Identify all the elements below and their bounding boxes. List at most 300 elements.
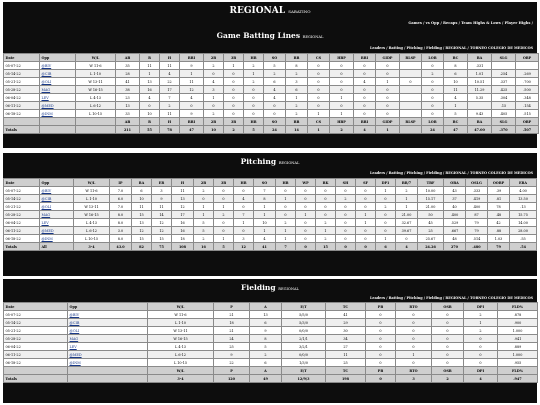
table-cell: L 10-15 <box>76 110 116 118</box>
column-header-repeat: RLSP <box>400 118 422 126</box>
column-header[interactable]: W/L <box>76 54 116 62</box>
table-cell <box>68 335 148 343</box>
column-header[interactable]: LOB <box>422 54 444 62</box>
totals-cell: 12 <box>234 243 254 251</box>
column-header-repeat: RTO <box>396 367 432 375</box>
table-cell: 25 <box>418 227 444 235</box>
table-cell: 10.00 <box>418 187 444 195</box>
table-cell: 5 <box>194 219 214 227</box>
column-header[interactable]: BB <box>286 54 308 62</box>
table-cell: 1 <box>356 211 376 219</box>
table-cell: 0 <box>432 343 464 351</box>
opponent-link[interactable]: @INM <box>69 360 81 365</box>
table-cell: 2 <box>376 203 396 211</box>
column-header[interactable]: Date <box>4 54 40 62</box>
table-cell: 0 <box>422 78 444 86</box>
table-cell: 0 <box>276 211 296 219</box>
table-cell: 6.0 <box>110 195 132 203</box>
table-cell: 0 <box>354 110 376 118</box>
totals-cell: .54 <box>510 243 537 251</box>
column-header[interactable]: RLSP <box>400 54 422 62</box>
table-cell: 7.0 <box>110 203 132 211</box>
table-cell: 0 <box>264 102 286 110</box>
table-cell: 2 <box>464 327 498 335</box>
column-header[interactable]: SLG <box>492 54 516 62</box>
table-cell: 06-04-22 <box>4 343 68 351</box>
table-cell: 0 <box>296 187 316 195</box>
column-header[interactable]: Opp <box>40 54 76 62</box>
totals-cell: 49 <box>250 375 282 383</box>
table-cell <box>400 102 422 110</box>
table-cell: 0 <box>336 187 356 195</box>
table-cell: 1 <box>204 94 224 102</box>
column-header[interactable]: TC <box>326 303 366 311</box>
table-cell: 0 <box>376 219 396 227</box>
table-cell: .405 <box>492 110 516 118</box>
column-header[interactable]: OOBP <box>488 179 510 187</box>
column-header[interactable]: SH <box>336 179 356 187</box>
column-header[interactable]: TBF <box>418 179 444 187</box>
opponent-link[interactable]: @BIV <box>41 188 52 193</box>
table-cell: 0 <box>366 327 396 335</box>
table-cell <box>400 70 422 78</box>
column-header[interactable]: SO <box>254 179 276 187</box>
opponent-link[interactable]: @MED <box>41 228 54 233</box>
totals-cell: 1 <box>376 126 400 134</box>
column-header[interactable]: OBA <box>444 179 466 187</box>
column-header-repeat: R <box>140 118 160 126</box>
totals-cell: 16 <box>194 243 214 251</box>
table-cell: 06-18-22 <box>4 359 68 367</box>
table-cell: .667 <box>444 227 466 235</box>
table-row <box>4 311 538 319</box>
table-cell: 5 <box>444 110 468 118</box>
table-cell: 12 <box>132 227 152 235</box>
table-cell: 0 <box>400 78 422 86</box>
column-header-repeat: TC <box>326 367 366 375</box>
column-header[interactable]: OBP <box>516 54 539 62</box>
table-cell: 1 <box>296 211 316 219</box>
opponent-link[interactable]: @CIB <box>41 196 52 201</box>
table-cell: 39.67 <box>396 227 418 235</box>
table-cell: .419 <box>466 195 488 203</box>
table-cell: 11 <box>160 62 180 70</box>
table-cell: .48 <box>488 211 510 219</box>
table-cell <box>40 187 74 195</box>
opponent-link[interactable]: @BIV <box>41 63 52 68</box>
table-cell: 2 <box>160 102 180 110</box>
column-header[interactable]: H <box>172 179 194 187</box>
column-header[interactable]: IP <box>110 179 132 187</box>
table-cell: 0 <box>366 311 396 319</box>
table-cell: 2 <box>194 235 214 243</box>
column-header-repeat <box>4 118 40 126</box>
column-header[interactable]: A <box>250 303 282 311</box>
table-cell: 4 <box>264 86 286 94</box>
table-cell: .337 <box>492 78 516 86</box>
table-cell: 15 <box>132 211 152 219</box>
header-repeat-row <box>4 367 538 375</box>
table-cell: 11 <box>160 110 180 118</box>
table-cell: 8 <box>286 62 308 70</box>
table-cell: 05-28-22 <box>4 335 68 343</box>
column-header-repeat: BA <box>468 118 492 126</box>
column-header[interactable]: R <box>140 54 160 62</box>
table-cell: 0 <box>308 86 330 94</box>
column-header[interactable]: 2B <box>194 179 214 187</box>
table-cell: 14 <box>152 211 172 219</box>
table-cell: 1 <box>330 110 354 118</box>
top-links[interactable]: Games / vs Opp / Recaps / Team Highs & Lows / Player Highs / <box>408 21 533 25</box>
column-header[interactable]: HR <box>244 54 264 62</box>
table-cell <box>40 219 74 227</box>
column-header-repeat: OBP <box>516 118 539 126</box>
table-cell: 50 <box>418 211 444 219</box>
table-cell: .348 <box>516 94 539 102</box>
table-cell <box>40 86 76 94</box>
totals-cell: 55 <box>140 126 160 134</box>
column-header[interactable]: OSLG <box>466 179 488 187</box>
table-cell: 40 <box>444 203 466 211</box>
table-cell: L 6-12 <box>148 351 214 359</box>
table-cell: 4 <box>254 235 276 243</box>
table-cell: 2 <box>396 187 418 195</box>
table-cell: L 10-15 <box>74 235 110 243</box>
opponent-link[interactable]: @INM <box>41 236 53 241</box>
table-cell: .515 <box>516 110 539 118</box>
table-cell: 0 <box>376 62 400 70</box>
totals-cell: 82 <box>132 243 152 251</box>
table-cell: 0 <box>356 187 376 195</box>
table-cell: 06-11-22 <box>4 227 40 235</box>
column-header[interactable]: 3B <box>224 54 244 62</box>
table-cell: 15 <box>152 235 172 243</box>
table-cell: 6 <box>264 78 286 86</box>
table-cell: 8.0 <box>110 211 132 219</box>
table-cell: 1 <box>194 211 214 219</box>
totals-cell: 0 <box>366 375 396 383</box>
table-cell: 05-07-22 <box>4 311 68 319</box>
column-header[interactable]: E/T <box>282 303 326 311</box>
fielding-table <box>3 302 538 383</box>
table-cell: 1 <box>396 203 418 211</box>
opponent-link[interactable]: MAG <box>41 212 51 217</box>
opponent-link[interactable]: @OLI <box>69 328 80 333</box>
opponent-link[interactable]: @MED <box>69 352 82 357</box>
column-header-repeat: SO <box>264 118 286 126</box>
opponent-link[interactable]: LEV <box>69 344 77 349</box>
column-header[interactable]: ERA <box>510 179 537 187</box>
table-cell: 7 <box>234 211 254 219</box>
column-header[interactable]: SO <box>264 54 286 62</box>
opponent-link[interactable]: @MED <box>41 103 54 108</box>
table-cell: 0 <box>366 335 396 343</box>
table-cell: W 13-11 <box>74 203 110 211</box>
table-cell: 24 <box>214 335 250 343</box>
table-cell <box>68 351 148 359</box>
totals-cell: 10 <box>204 126 224 134</box>
opponent-link[interactable]: @CIB <box>41 71 52 76</box>
column-header[interactable]: RA <box>132 179 152 187</box>
column-header[interactable]: BA <box>468 54 492 62</box>
column-header[interactable]: BR/7 <box>396 179 418 187</box>
table-cell: 0 <box>464 343 498 351</box>
table-cell: 15.75 <box>510 211 537 219</box>
table-cell: 0 <box>396 327 432 335</box>
column-header[interactable]: Date <box>4 179 40 187</box>
table-cell: 0 <box>214 195 234 203</box>
table-cell: 0 <box>432 319 464 327</box>
table-cell: 0 <box>396 319 432 327</box>
table-cell: 0 <box>432 335 464 343</box>
totals-cell: 4 <box>464 375 498 383</box>
column-header-repeat: A <box>250 367 282 375</box>
column-header[interactable]: GIDP <box>376 54 400 62</box>
totals-cell: 7 <box>276 243 296 251</box>
table-cell: 0 <box>224 78 244 86</box>
table-cell <box>400 94 422 102</box>
table-cell: 0 <box>330 102 354 110</box>
column-header[interactable]: Opp <box>68 303 148 311</box>
table-cell: .154 <box>516 102 539 110</box>
opponent-link[interactable]: @OLI <box>41 204 52 209</box>
column-header[interactable]: DPI <box>464 303 498 311</box>
column-header-repeat: BC <box>444 118 468 126</box>
opponent-link[interactable]: @OLI <box>41 79 52 84</box>
table-cell: 8 <box>250 335 282 343</box>
fielding-nav[interactable]: Leaders / Batting / Pitching / Fielding / REGIONAL / TORNEO COLEGIO DE MEDICOS <box>370 296 533 300</box>
column-header[interactable]: 3B <box>214 179 234 187</box>
table-cell: 0 <box>354 86 376 94</box>
table-cell: 06-18-22 <box>4 235 40 243</box>
table-cell: 0 <box>308 62 330 70</box>
column-header-repeat: SLG <box>492 118 516 126</box>
totals-cell: 24.26 <box>418 243 444 251</box>
table-cell <box>400 86 422 94</box>
totals-cell <box>76 126 116 134</box>
opponent-link[interactable]: MAG <box>41 87 51 92</box>
table-cell: 05-21-22 <box>4 78 40 86</box>
column-header[interactable]: BC <box>444 54 468 62</box>
table-cell: 0/0/0 <box>282 327 326 335</box>
table-cell: 78 <box>488 203 510 211</box>
table-cell: 4 <box>160 70 180 78</box>
column-header[interactable]: AB <box>116 54 140 62</box>
table-cell: 1 <box>376 235 396 243</box>
totals-cell: 4 <box>354 126 376 134</box>
table-cell: 0 <box>432 359 464 367</box>
table-cell <box>40 62 76 70</box>
totals-cell <box>40 126 76 134</box>
table-cell: 12 <box>180 86 204 94</box>
column-header-repeat: RBI <box>354 118 376 126</box>
table-cell: 0 <box>336 227 356 235</box>
column-header[interactable]: ER <box>152 179 172 187</box>
table-cell: .425 <box>492 86 516 94</box>
table-cell: 28.00 <box>510 227 537 235</box>
table-cell <box>40 110 76 118</box>
column-header[interactable]: RTO <box>396 303 432 311</box>
column-header-repeat <box>4 367 68 375</box>
table-cell: 10 <box>254 219 276 227</box>
table-cell: 35 <box>116 62 140 70</box>
table-cell <box>492 62 516 70</box>
column-header[interactable]: FLD% <box>498 303 538 311</box>
table-cell: 0 <box>376 70 400 78</box>
table-row <box>4 227 537 235</box>
column-header[interactable]: Date <box>4 303 68 311</box>
table-row <box>4 86 539 94</box>
table-cell: 2 <box>464 311 498 319</box>
column-header[interactable]: BK <box>316 179 336 187</box>
column-header[interactable]: DP1 <box>376 179 396 187</box>
column-header[interactable]: HB <box>276 179 296 187</box>
column-header-repeat: FLD% <box>498 367 538 375</box>
table-cell: .331 <box>468 62 492 70</box>
column-header-repeat: PB <box>366 367 396 375</box>
batting-table <box>3 53 539 134</box>
table-cell: 3 <box>204 86 224 94</box>
totals-cell: 6 <box>376 243 396 251</box>
column-header-repeat: OSB <box>432 367 464 375</box>
table-cell <box>68 319 148 327</box>
table-cell: 3 <box>286 78 308 86</box>
table-cell: 06-04-22 <box>4 219 40 227</box>
table-cell: 41 <box>116 78 140 86</box>
table-cell: 3 <box>234 235 254 243</box>
opponent-link[interactable]: @INM <box>41 111 53 116</box>
table-cell: 87 <box>466 211 488 219</box>
column-header[interactable]: H <box>160 54 180 62</box>
table-cell: 0 <box>316 187 336 195</box>
table-cell: .889 <box>498 343 538 351</box>
table-cell: 2 <box>316 235 336 243</box>
column-header[interactable]: P <box>214 303 250 311</box>
table-cell: 1 <box>376 78 400 86</box>
table-cell: 13 <box>132 219 152 227</box>
column-header[interactable]: HR <box>234 179 254 187</box>
table-cell: 21.00 <box>396 211 418 219</box>
table-cell: 1.01 <box>468 70 492 78</box>
table-cell: L 6-12 <box>74 227 110 235</box>
table-cell: 11 <box>172 187 194 195</box>
totals-cell: 0 <box>336 243 356 251</box>
table-cell: 4 <box>444 94 468 102</box>
totals-cell: 3-4 <box>148 375 214 383</box>
column-header[interactable]: W/L <box>148 303 214 311</box>
table-cell: 0 <box>180 102 204 110</box>
table-cell: 0 <box>308 70 330 78</box>
table-cell: 0 <box>432 327 464 335</box>
table-cell: 16 <box>172 227 194 235</box>
table-cell: 0 <box>422 62 444 70</box>
totals-cell: 43.0 <box>110 243 132 251</box>
opponent-link[interactable]: @BIV <box>69 312 80 317</box>
table-cell: 28 <box>116 70 140 78</box>
table-cell: 06-04-22 <box>4 94 40 102</box>
table-cell: 1/3/0 <box>282 359 326 367</box>
totals-cell: .507 <box>516 126 539 134</box>
table-cell: 2 <box>214 211 234 219</box>
column-header[interactable]: Opp <box>40 179 74 187</box>
totals-cell: 4 <box>396 243 418 251</box>
opponent-link[interactable]: LEV <box>41 95 49 100</box>
table-cell: 7.0 <box>110 187 132 195</box>
table-cell: 06-11-22 <box>4 351 68 359</box>
table-cell: 18 <box>214 319 250 327</box>
table-cell: 41 <box>326 311 366 319</box>
table-cell: 0 <box>354 102 376 110</box>
totals-cell: 0 <box>296 243 316 251</box>
table-cell: 0 <box>376 211 396 219</box>
table-cell: L 6-12 <box>76 102 116 110</box>
table-cell: 1 <box>276 235 296 243</box>
table-cell: 5 <box>264 62 286 70</box>
totals-row <box>4 126 539 134</box>
table-cell: 13 <box>116 102 140 110</box>
column-header[interactable]: 2B <box>204 54 224 62</box>
opponent-link[interactable]: LEV <box>41 220 49 225</box>
table-cell: 2 <box>276 219 296 227</box>
table-cell: 79 <box>466 227 488 235</box>
table-cell: 4 <box>180 94 204 102</box>
table-cell: 8 <box>444 62 468 70</box>
totals-cell: 41 <box>254 243 276 251</box>
totals-cell: 5 <box>214 243 234 251</box>
table-cell: 05-07-22 <box>4 62 40 70</box>
column-header[interactable]: CS <box>308 54 330 62</box>
table-cell: 12 <box>172 203 194 211</box>
table-cell: 1 <box>194 203 214 211</box>
table-cell: 1 <box>376 187 396 195</box>
header-row <box>4 179 537 187</box>
column-header-repeat: DPI <box>464 367 498 375</box>
table-cell: 0 <box>396 359 432 367</box>
column-header[interactable]: SF <box>356 179 376 187</box>
table-cell: L 1-10 <box>74 195 110 203</box>
column-header[interactable]: RBI <box>180 54 204 62</box>
totals-cell: 75 <box>152 243 172 251</box>
table-cell: 9 <box>152 195 172 203</box>
table-cell: 10 <box>444 78 468 86</box>
table-cell: 8.0 <box>110 235 132 243</box>
table-cell: 06-11-22 <box>4 102 40 110</box>
opponent-link[interactable]: @CIB <box>69 320 80 325</box>
column-header[interactable]: WP <box>296 179 316 187</box>
batting-nav[interactable]: Leaders / Batting / Pitching / Fielding / REGIONAL / TORNEO COLEGIO DE MEDICOS <box>370 46 533 50</box>
pitching-nav[interactable]: Leaders / Batting / Pitching / Fielding / REGIONAL / TORNEO COLEGIO DE MEDICOS <box>370 171 533 175</box>
table-cell: 2 <box>286 70 308 78</box>
table-cell: 0 <box>234 187 254 195</box>
table-cell <box>68 311 148 319</box>
table-cell: 11 <box>444 86 468 94</box>
column-header[interactable]: RBI <box>354 54 376 62</box>
table-cell: 0 <box>396 335 432 343</box>
table-cell: 7 <box>254 187 276 195</box>
table-cell: 1.03 <box>488 235 510 243</box>
column-header[interactable]: HBP <box>330 54 354 62</box>
totals-cell <box>400 126 422 134</box>
column-header[interactable]: W/L <box>74 179 110 187</box>
table-cell: 2 <box>336 195 356 203</box>
column-header[interactable]: OSB <box>432 303 464 311</box>
column-header[interactable]: PB <box>366 303 396 311</box>
totals-cell: 211 <box>116 126 140 134</box>
table-cell: L 10-15 <box>148 359 214 367</box>
opponent-link[interactable]: MAG <box>69 336 79 341</box>
table-cell: 48 <box>444 235 466 243</box>
table-cell: 1 <box>286 94 308 102</box>
